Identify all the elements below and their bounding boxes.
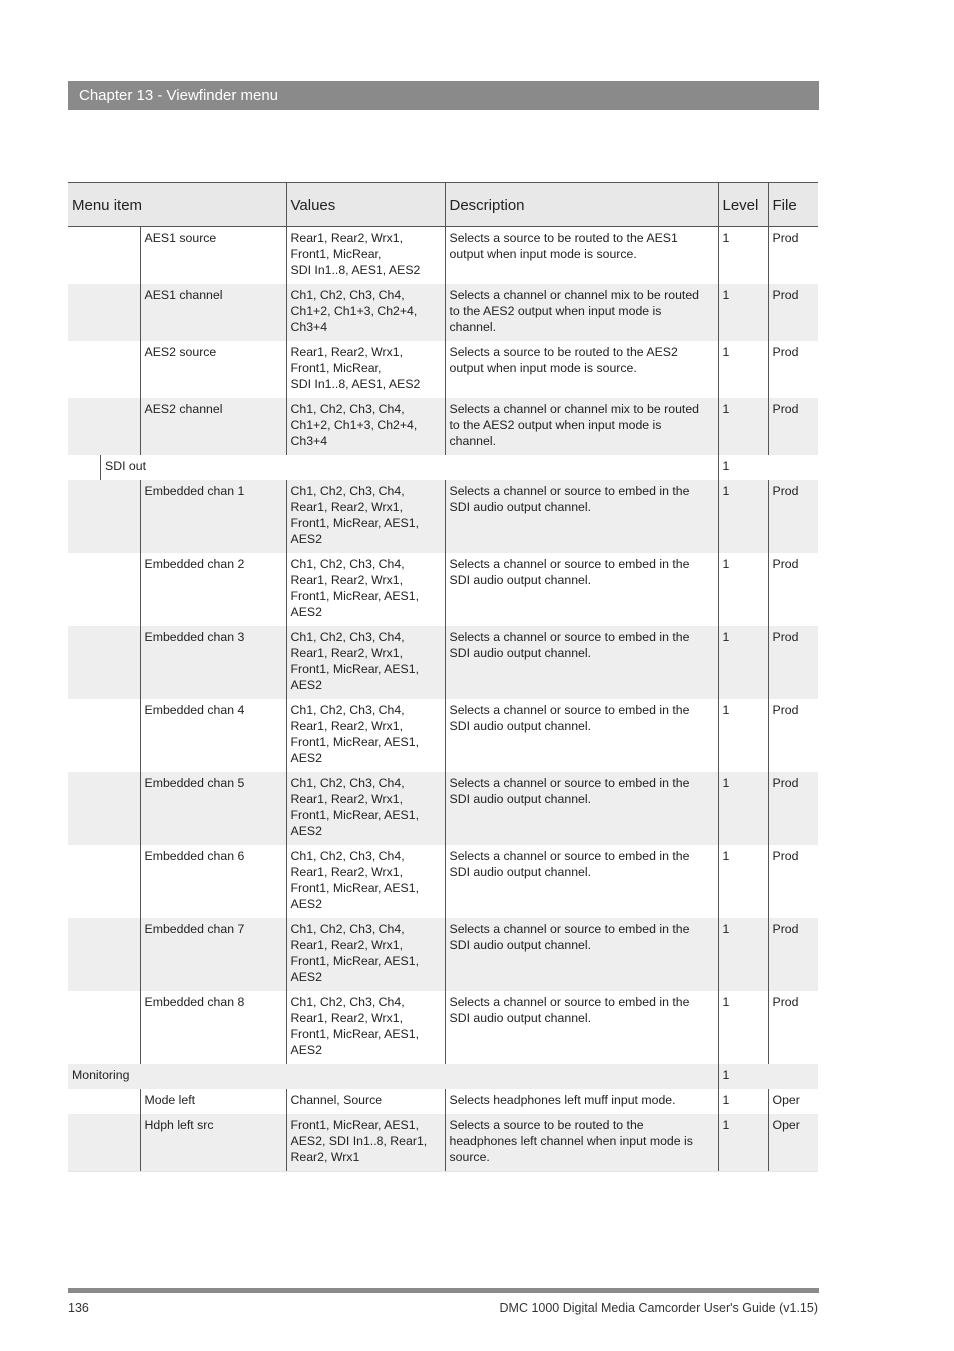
- menu-item-name: AES1 source: [140, 227, 286, 285]
- table-header-row: [68, 183, 818, 227]
- menu-item-name: Embedded chan 1: [140, 480, 286, 553]
- table-row: [68, 772, 818, 845]
- table-row: [68, 1089, 818, 1114]
- values-cell: Rear1, Rear2, Wrx1, Front1, MicRear, SDI In1..8, AES1, AES2: [286, 341, 445, 398]
- menu-table: [68, 182, 818, 1172]
- values-cell: Ch1, Ch2, Ch3, Ch4, Ch1+2, Ch1+3, Ch2+4, Ch3+4: [286, 284, 445, 341]
- level-cell: 1: [718, 480, 768, 553]
- values-cell: Ch1, Ch2, Ch3, Ch4, Rear1, Rear2, Wrx1, Front1, MicRear, AES1, AES2: [286, 699, 445, 772]
- menu-item-name: AES2 source: [140, 341, 286, 398]
- description-cell: Selects a channel or source to embed in the SDI audio output channel.: [445, 553, 718, 626]
- table-row: [68, 480, 818, 553]
- header-file: File: [768, 183, 818, 227]
- table-row: [68, 398, 818, 455]
- description-cell: Selects a channel or source to embed in the SDI audio output channel.: [445, 845, 718, 918]
- file-cell: Prod: [768, 341, 818, 398]
- file-cell: Oper: [768, 1114, 818, 1172]
- level-cell: 1: [718, 845, 768, 918]
- menu-item-name: AES2 channel: [140, 398, 286, 455]
- description-cell: Selects headphones left muff input mode.: [445, 1089, 718, 1114]
- file-cell: Prod: [768, 398, 818, 455]
- menu-item-name: Embedded chan 5: [140, 772, 286, 845]
- menu-item-name: Embedded chan 2: [140, 553, 286, 626]
- level-cell: 1: [718, 626, 768, 699]
- level-cell: 1: [718, 341, 768, 398]
- level-cell: 1: [718, 1064, 768, 1089]
- table-row: [68, 553, 818, 626]
- description-cell: Selects a channel or source to embed in the SDI audio output channel.: [445, 626, 718, 699]
- level-cell: 1: [718, 284, 768, 341]
- description-cell: Selects a channel or source to embed in the SDI audio output channel.: [445, 918, 718, 991]
- values-cell: Ch1, Ch2, Ch3, Ch4, Rear1, Rear2, Wrx1, Front1, MicRear, AES1, AES2: [286, 991, 445, 1064]
- description-cell: Selects a channel or channel mix to be routed to the AES2 output when input mode is channel.: [445, 398, 718, 455]
- values-cell: Ch1, Ch2, Ch3, Ch4, Rear1, Rear2, Wrx1, Front1, MicRear, AES1, AES2: [286, 480, 445, 553]
- menu-item-name: AES1 channel: [140, 284, 286, 341]
- header-level: Level: [718, 183, 768, 227]
- table-row: [68, 1114, 818, 1172]
- description-cell: Selects a channel or source to embed in the SDI audio output channel.: [445, 772, 718, 845]
- header-description: Description: [445, 183, 718, 227]
- chapter-header: Chapter 13 - Viewfinder menu: [68, 81, 819, 110]
- menu-item-name: Hdph left src: [140, 1114, 286, 1172]
- table-row: [68, 227, 818, 285]
- menu-item-name: Embedded chan 4: [140, 699, 286, 772]
- file-cell: Prod: [768, 227, 818, 285]
- values-cell: Ch1, Ch2, Ch3, Ch4, Rear1, Rear2, Wrx1, Front1, MicRear, AES1, AES2: [286, 845, 445, 918]
- table-row: [68, 341, 818, 398]
- table-row: [68, 699, 818, 772]
- description-cell: Selects a source to be routed to the headphones left channel when input mode is source.: [445, 1114, 718, 1172]
- group-label: SDI out: [100, 455, 146, 480]
- values-cell: Front1, MicRear, AES1, AES2, SDI In1..8, Rear1, Rear2, Wrx1: [286, 1114, 445, 1172]
- menu-item-name: Embedded chan 8: [140, 991, 286, 1064]
- menu-item-name: Embedded chan 6: [140, 845, 286, 918]
- level-cell: 1: [718, 227, 768, 285]
- header-values: Values: [286, 183, 445, 227]
- table-row: [68, 284, 818, 341]
- level-cell: 1: [718, 553, 768, 626]
- menu-item-name: Embedded chan 3: [140, 626, 286, 699]
- level-cell: 1: [718, 1114, 768, 1172]
- page-number: 136: [68, 1301, 89, 1315]
- level-cell: 1: [718, 455, 768, 480]
- values-cell: Rear1, Rear2, Wrx1, Front1, MicRear, SDI In1..8, AES1, AES2: [286, 227, 445, 285]
- file-cell: Prod: [768, 553, 818, 626]
- values-cell: Ch1, Ch2, Ch3, Ch4, Rear1, Rear2, Wrx1, Front1, MicRear, AES1, AES2: [286, 553, 445, 626]
- values-cell: Ch1, Ch2, Ch3, Ch4, Rear1, Rear2, Wrx1, Front1, MicRear, AES1, AES2: [286, 918, 445, 991]
- menu-item-name: Embedded chan 7: [140, 918, 286, 991]
- description-cell: Selects a channel or source to embed in the SDI audio output channel.: [445, 991, 718, 1064]
- file-cell: Prod: [768, 918, 818, 991]
- group-row-sdi-out: [68, 455, 818, 480]
- level-cell: 1: [718, 398, 768, 455]
- level-cell: 1: [718, 1089, 768, 1114]
- level-cell: 1: [718, 991, 768, 1064]
- menu-item-name: Mode left: [140, 1089, 286, 1114]
- description-cell: Selects a source to be routed to the AES1 output when input mode is source.: [445, 227, 718, 285]
- file-cell: Prod: [768, 284, 818, 341]
- values-cell: Ch1, Ch2, Ch3, Ch4, Rear1, Rear2, Wrx1, Front1, MicRear, AES1, AES2: [286, 626, 445, 699]
- file-cell: Oper: [768, 1089, 818, 1114]
- level-cell: 1: [718, 772, 768, 845]
- description-cell: Selects a channel or source to embed in the SDI audio output channel.: [445, 480, 718, 553]
- file-cell: Prod: [768, 991, 818, 1064]
- file-cell: Prod: [768, 772, 818, 845]
- level-cell: 1: [718, 699, 768, 772]
- values-cell: Ch1, Ch2, Ch3, Ch4, Ch1+2, Ch1+3, Ch2+4, Ch3+4: [286, 398, 445, 455]
- description-cell: Selects a channel or source to embed in the SDI audio output channel.: [445, 699, 718, 772]
- values-cell: Ch1, Ch2, Ch3, Ch4, Rear1, Rear2, Wrx1, Front1, MicRear, AES1, AES2: [286, 772, 445, 845]
- file-cell: Prod: [768, 845, 818, 918]
- description-cell: Selects a channel or channel mix to be routed to the AES2 output when input mode is channel.: [445, 284, 718, 341]
- table-row: [68, 991, 818, 1064]
- header-menu-item: Menu item: [68, 183, 286, 227]
- level-cell: 1: [718, 918, 768, 991]
- table-row: [68, 845, 818, 918]
- group-label: Monitoring: [68, 1064, 718, 1089]
- guide-title: DMC 1000 Digital Media Camcorder User's Guide (v1.15): [499, 1301, 818, 1315]
- file-cell: Prod: [768, 480, 818, 553]
- group-row-monitoring: [68, 1064, 818, 1089]
- table-row: [68, 918, 818, 991]
- file-cell: Prod: [768, 699, 818, 772]
- file-cell: Prod: [768, 626, 818, 699]
- table-row: [68, 626, 818, 699]
- values-cell: Channel, Source: [286, 1089, 445, 1114]
- description-cell: Selects a source to be routed to the AES2 output when input mode is source.: [445, 341, 718, 398]
- footer-divider: [68, 1288, 819, 1293]
